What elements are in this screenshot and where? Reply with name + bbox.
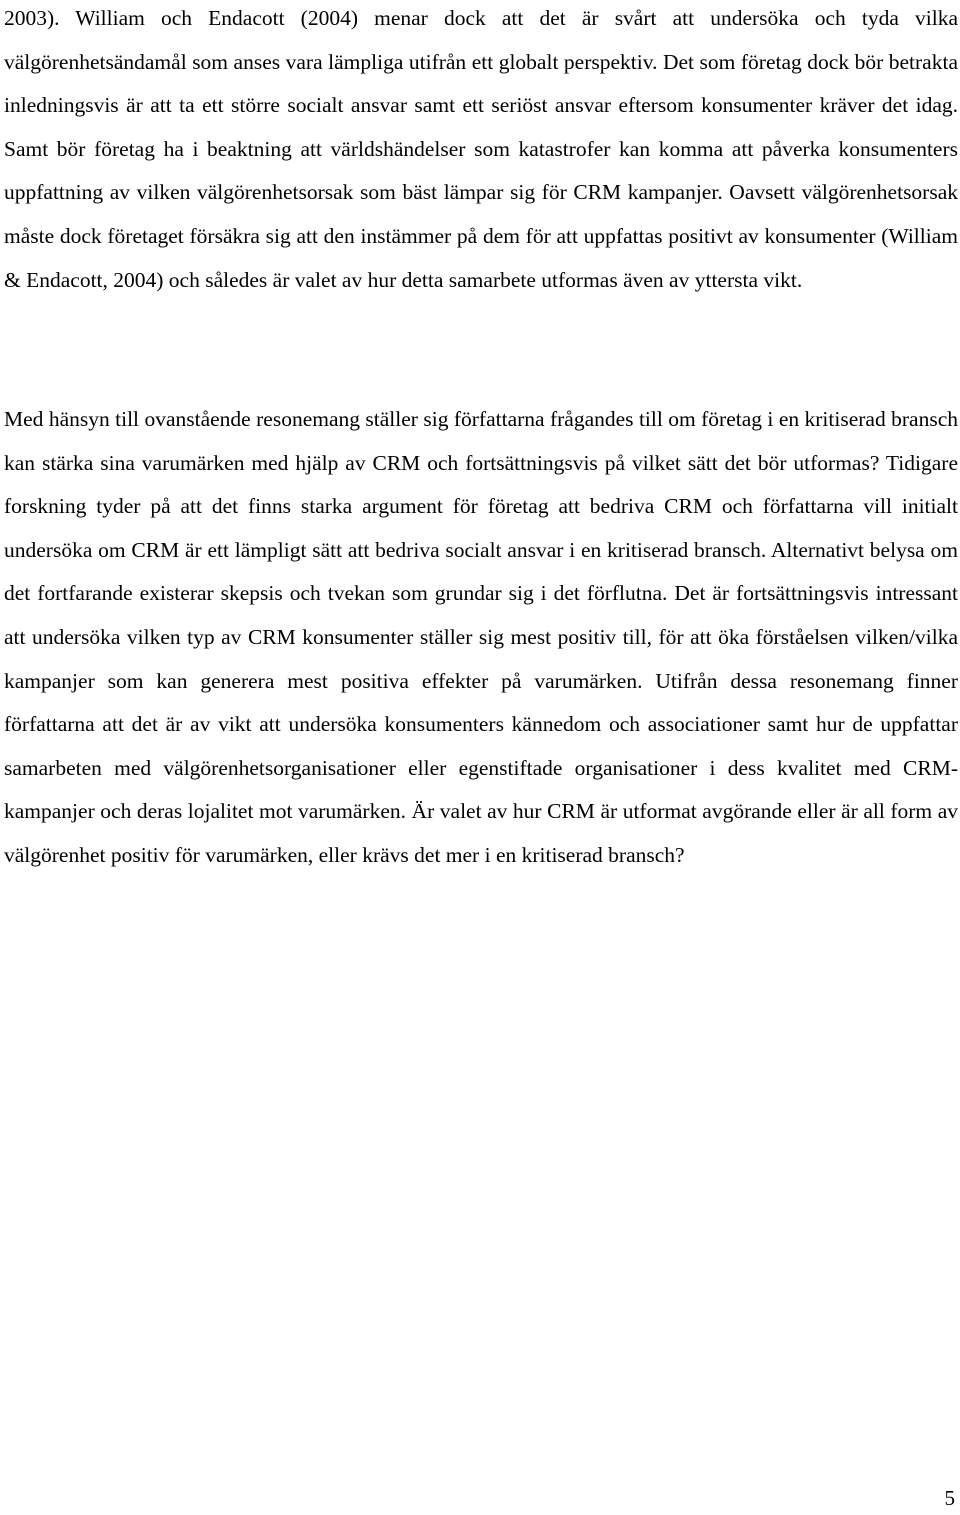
page-number: 5 — [944, 1486, 955, 1510]
body-paragraph-1: 2003). William och Endacott (2004) menar dock att det är svårt att undersöka och tyda vilka välgörenhetsändamål som anses vara lämpliga utifrån ett globalt perspektiv. Det som företag dock bör betrakta inledningsvis är att ta ett större socialt ansvar samt ett seriöst ansvar eftersom konsumenter kräver det idag. Samt bör företag ha i beaktning att världshändelser som katastrofer kan komma att påverka konsumenters uppfattning av vilken välgörenhetsorsak som bäst lämpar sig för CRM kampanjer. Oavsett välgörenhetsorsak måste dock företaget försäkra sig att den instämmer på dem för att uppfattas positivt av konsumenter (William & Endacott, 2004) och således är valet av hur detta samarbete utformas även av yttersta vikt. — [4, 6, 958, 292]
body-paragraph-2: Med hänsyn till ovanstående resonemang ställer sig författarna frågandes till om företag i en kritiserad bransch kan stärka sina varumärken med hjälp av CRM och fortsättningsvis på vilket sätt det bör utformas? Tidigare forskning tyder på att det finns starka argument för företag att bedriva CRM och författarna vill initialt undersöka om CRM är ett lämpligt sätt att bedriva socialt ansvar i en kritiserad bransch. Alternativt belysa om det fortfarande existerar skepsis och tvekan som grundar sig i det förflutna. Det är fortsättningsvis intressant att undersöka vilken typ av CRM konsumenter ställer sig mest positiv till, för att öka förståelsen vilken/vilka kampanjer som kan generera mest positiva effekter på varumärken. Utifrån dessa resonemang finner författarna att det är av vikt att undersöka konsumenters kännedom och associationer samt hur de uppfattar samarbeten med välgörenhetsorganisationer eller egenstiftade organisationer i dess kvalitet med CRM-kampanjer och deras lojalitet mot varumärken. Är valet av hur CRM är utformat avgörande eller är all form av välgörenhet positiv för varumärken, eller krävs det mer i en kritiserad bransch? — [4, 407, 958, 867]
